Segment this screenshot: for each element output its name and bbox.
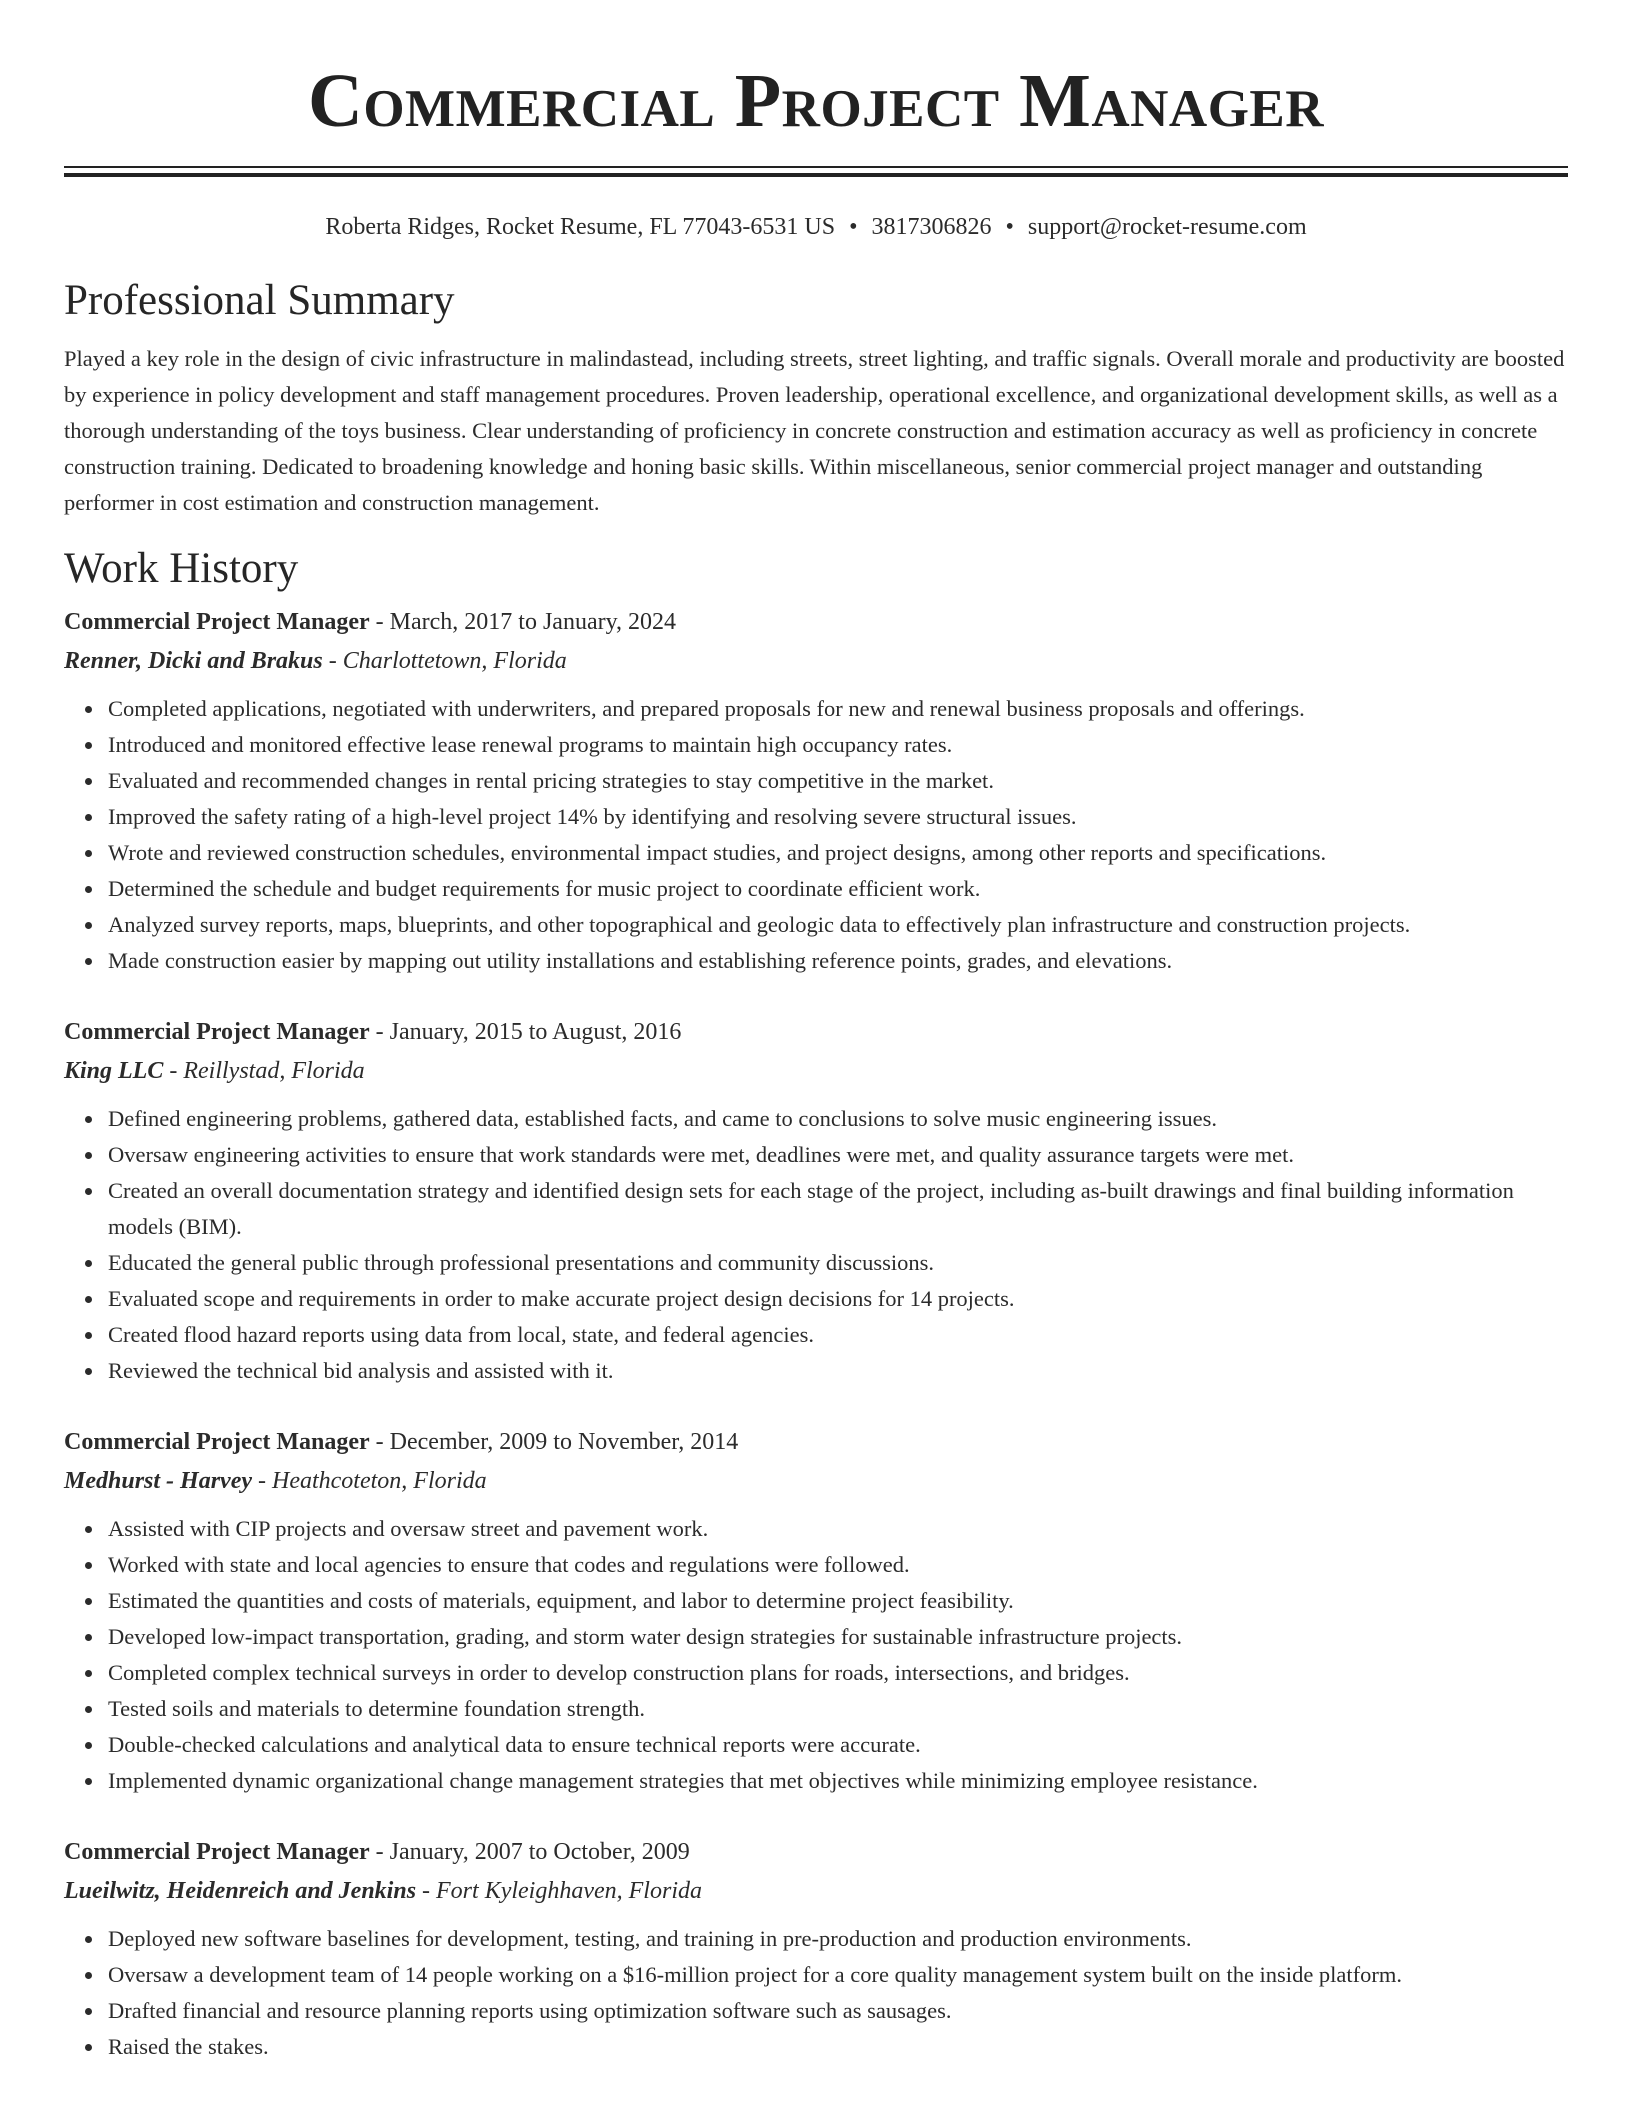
list-item: Developed low-impact transportation, grading, and storm water design strategies for sustainable infrastructure projects. xyxy=(108,1619,1568,1655)
job-company: King LLC xyxy=(64,1058,164,1084)
work-history-list xyxy=(64,603,1568,2065)
job-title-line xyxy=(64,1013,1568,1051)
resume-title: Commercial Project Manager xyxy=(307,59,1325,143)
job-location: - Heathcoteton, Florida xyxy=(252,1468,487,1494)
list-item: Evaluated and recommended changes in rental pricing strategies to stay competitive in the market. xyxy=(108,763,1568,799)
job-dates: - January, 2015 to August, 2016 xyxy=(369,1019,682,1045)
job-location: - Reillystad, Florida xyxy=(163,1058,365,1084)
job-spacer xyxy=(64,979,1568,1013)
job-spacer xyxy=(64,1799,1568,1833)
job-location: - Fort Kyleighhaven, Florida xyxy=(416,1878,702,1904)
list-item: Deployed new software baselines for development, testing, and training in pre-production and production environments. xyxy=(108,1921,1568,1957)
list-item: Introduced and monitored effective lease renewal programs to maintain high occupancy rates. xyxy=(108,727,1568,763)
list-item: Drafted financial and resource planning reports using optimization software such as sausages. xyxy=(108,1993,1568,2029)
list-item: Analyzed survey reports, maps, blueprints, and other topographical and geologic data to effectively plan infrastructure and construction projects. xyxy=(108,907,1568,943)
job-company: Medhurst - Harvey xyxy=(64,1468,252,1494)
list-item: Educated the general public through professional presentations and community discussions. xyxy=(108,1245,1568,1281)
job-bullet-list xyxy=(64,1511,1568,1799)
job-dates: - December, 2009 to November, 2014 xyxy=(369,1429,739,1455)
summary-text: Played a key role in the design of civic infrastructure in malindastead, including streets, street lighting, and traffic signals. Overall morale and productivity are boosted by experience in policy development and staff management procedures. Proven leadership, operational excellence, and organizational development skills, as well as a thorough understanding of the toys business. Clear understanding of proficiency in concrete construction and estimation accuracy as well as proficiency in concrete construction training. Dedicated to broadening knowledge and honing basic skills. Within miscellaneous, senior commercial project manager and outstanding performer in cost estimation and construction management. xyxy=(64,346,1565,515)
job-company-line xyxy=(64,1461,1568,1501)
job-entry xyxy=(64,1423,1568,1799)
list-item: Implemented dynamic organizational change management strategies that met objectives while minimizing employee resistance. xyxy=(108,1763,1568,1799)
job-company-line xyxy=(64,1871,1568,1911)
list-item: Evaluated scope and requirements in order to make accurate project design decisions for 14 projects. xyxy=(108,1281,1568,1317)
list-item: Estimated the quantities and costs of materials, equipment, and labor to determine project feasibility. xyxy=(108,1583,1568,1619)
work-history-heading: Work History xyxy=(64,545,299,592)
list-item: Double-checked calculations and analytical data to ensure technical reports were accurate. xyxy=(108,1727,1568,1763)
job-title-line xyxy=(64,603,1568,641)
title-divider-thin xyxy=(64,166,1568,168)
list-item: Oversaw engineering activities to ensure that work standards were met, deadlines were met, and quality assurance targets were met. xyxy=(108,1137,1568,1173)
list-item: Raised the stakes. xyxy=(108,2029,1568,2065)
resume-page xyxy=(64,0,1568,2065)
title-divider-thick xyxy=(64,173,1568,177)
job-dates: - January, 2007 to October, 2009 xyxy=(369,1839,690,1865)
list-item: Assisted with CIP projects and oversaw street and pavement work. xyxy=(108,1511,1568,1547)
job-role: Commercial Project Manager xyxy=(64,1019,370,1045)
job-company-line xyxy=(64,641,1568,681)
list-item: Completed applications, negotiated with underwriters, and prepared proposals for new and renewal business proposals and offerings. xyxy=(108,691,1568,727)
list-item: Reviewed the technical bid analysis and assisted with it. xyxy=(108,1353,1568,1389)
job-role: Commercial Project Manager xyxy=(64,1839,370,1865)
summary-heading: Professional Summary xyxy=(64,277,455,324)
list-item: Defined engineering problems, gathered data, established facts, and came to conclusions to solve music engineering issues. xyxy=(108,1101,1568,1137)
job-title-line xyxy=(64,1833,1568,1871)
list-item: Improved the safety rating of a high-level project 14% by identifying and resolving severe structural issues. xyxy=(108,799,1568,835)
job-bullet-list xyxy=(64,691,1568,979)
list-item: Tested soils and materials to determine foundation strength. xyxy=(108,1691,1568,1727)
list-item: Created an overall documentation strategy and identified design sets for each stage of the project, including as-built drawings and final building information models (BIM). xyxy=(108,1173,1568,1245)
job-bullet-list xyxy=(64,1921,1568,2065)
job-role: Commercial Project Manager xyxy=(64,609,370,635)
job-role: Commercial Project Manager xyxy=(64,1429,370,1455)
list-item: Oversaw a development team of 14 people working on a $16-million project for a core quality management system built on the inside platform. xyxy=(108,1957,1568,1993)
job-dates: - March, 2017 to January, 2024 xyxy=(369,609,677,635)
contact-phone: 3817306826 xyxy=(871,214,992,240)
job-entry xyxy=(64,603,1568,979)
contact-line xyxy=(64,211,1568,243)
job-location: - Charlottetown, Florida xyxy=(322,648,567,674)
contact-address: Roberta Ridges, Rocket Resume, FL 77043-6531 US xyxy=(325,214,836,240)
list-item: Completed complex technical surveys in order to develop construction plans for roads, intersections, and bridges. xyxy=(108,1655,1568,1691)
list-item: Created flood hazard reports using data from local, state, and federal agencies. xyxy=(108,1317,1568,1353)
job-company-line xyxy=(64,1051,1568,1091)
job-entry xyxy=(64,1013,1568,1389)
job-title-line xyxy=(64,1423,1568,1461)
job-company: Renner, Dicki and Brakus xyxy=(64,648,323,674)
job-entry xyxy=(64,1833,1568,2065)
list-item: Worked with state and local agencies to ensure that codes and regulations were followed. xyxy=(108,1547,1568,1583)
list-item: Determined the schedule and budget requirements for music project to coordinate efficient work. xyxy=(108,871,1568,907)
job-spacer xyxy=(64,1389,1568,1423)
contact-separator: • xyxy=(1005,214,1014,240)
contact-separator: • xyxy=(849,214,858,240)
job-bullet-list xyxy=(64,1101,1568,1389)
list-item: Made construction easier by mapping out utility installations and establishing reference points, grades, and elevations. xyxy=(108,943,1568,979)
job-company: Lueilwitz, Heidenreich and Jenkins xyxy=(64,1878,417,1904)
list-item: Wrote and reviewed construction schedules, environmental impact studies, and project designs, among other reports and specifications. xyxy=(108,835,1568,871)
contact-email: support@rocket-resume.com xyxy=(1027,214,1307,240)
